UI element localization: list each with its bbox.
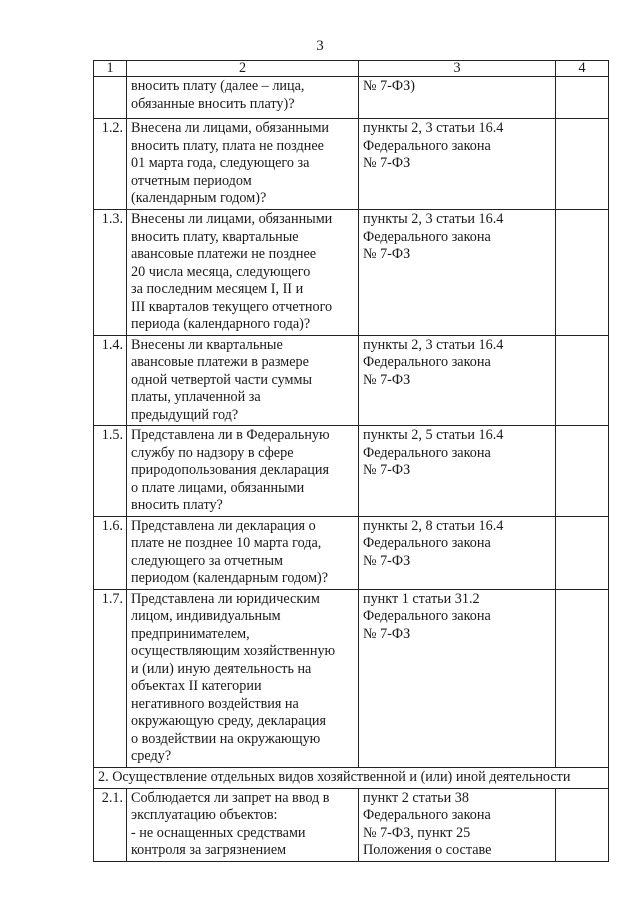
row-number: 1.2. xyxy=(94,119,127,210)
legal-reference-cell: пункт 2 статьи 38 Федерального закона № 7-ФЗ, пункт 25 Положения о составе xyxy=(359,788,556,861)
table-row xyxy=(94,516,609,589)
header-row xyxy=(94,61,609,77)
section-row xyxy=(94,767,609,788)
row-number: 1.6. xyxy=(94,516,127,589)
note-cell xyxy=(556,426,609,517)
question-cell: Внесены ли квартальные авансовые платежи в размере одной четвертой части суммы платы, уплаченной за предыдущий год? xyxy=(127,335,359,426)
note-cell xyxy=(556,210,609,336)
section-heading: 2. Осуществление отдельных видов хозяйственной и (или) иной деятельности xyxy=(94,767,609,788)
note-cell xyxy=(556,516,609,589)
question-cell: Внесена ли лицами, обязанными вносить плату, плата не позднее 01 марта года, следующего за отчетным периодом (календарным годом)? xyxy=(127,119,359,210)
question-cell: Представлена ли юридическим лицом, индивидуальным предпринимателем, осуществляющим хозяйственную и (или) иную деятельность на объектах II категории негативного воздействия на окружающую среду, декларация о воздействии на окружающую среду? xyxy=(127,589,359,767)
legal-reference-cell: пункты 2, 3 статьи 16.4 Федерального закона № 7-ФЗ xyxy=(359,335,556,426)
legal-reference-cell: пункты 2, 3 статьи 16.4 Федерального закона № 7-ФЗ xyxy=(359,210,556,336)
question-cell: Соблюдается ли запрет на ввод в эксплуатацию объектов: - не оснащенных средствами контроля за загрязнением xyxy=(127,788,359,861)
row-number: 2.1. xyxy=(94,788,127,861)
legal-reference-cell: пункты 2, 3 статьи 16.4 Федерального закона № 7-ФЗ xyxy=(359,119,556,210)
legal-reference-cell: пункты 2, 5 статьи 16.4 Федерального закона № 7-ФЗ xyxy=(359,426,556,517)
question-cell: Представлена ли в Федеральную службу по надзору в сфере природопользования декларация о плате лицами, обязанными вносить плату? xyxy=(127,426,359,517)
row-number: 1.4. xyxy=(94,335,127,426)
column-header-3: 3 xyxy=(359,61,556,77)
legal-reference-cell: пункты 2, 8 статьи 16.4 Федерального закона № 7-ФЗ xyxy=(359,516,556,589)
table-row xyxy=(94,335,609,426)
legal-reference-cell: № 7-ФЗ) xyxy=(359,77,556,119)
table-row xyxy=(94,77,609,119)
table-row xyxy=(94,788,609,861)
row-number: 1.3. xyxy=(94,210,127,336)
page-number: 3 xyxy=(316,38,324,54)
checklist-table xyxy=(93,60,609,862)
row-number: 1.5. xyxy=(94,426,127,517)
question-cell: вносить плату (далее – лица, обязанные вносить плату)? xyxy=(127,77,359,119)
table-row xyxy=(94,119,609,210)
table-row xyxy=(94,210,609,336)
note-cell xyxy=(556,119,609,210)
column-header-2: 2 xyxy=(127,61,359,77)
note-cell xyxy=(556,589,609,767)
legal-reference-cell: пункт 1 статьи 31.2 Федерального закона № 7-ФЗ xyxy=(359,589,556,767)
note-cell xyxy=(556,77,609,119)
row-number: 1.7. xyxy=(94,589,127,767)
column-header-1: 1 xyxy=(94,61,127,77)
table-row xyxy=(94,426,609,517)
question-cell: Внесены ли лицами, обязанными вносить плату, квартальные авансовые платежи не позднее 20 числа месяца, следующего за последним месяцем I, II и III кварталов текущего отчетного периода (календарного года)? xyxy=(127,210,359,336)
column-header-4: 4 xyxy=(556,61,609,77)
note-cell xyxy=(556,788,609,861)
question-cell: Представлена ли декларация о плате не позднее 10 марта года, следующего за отчетным периодом (календарным годом)? xyxy=(127,516,359,589)
row-number xyxy=(94,77,127,119)
note-cell xyxy=(556,335,609,426)
table-row xyxy=(94,589,609,767)
